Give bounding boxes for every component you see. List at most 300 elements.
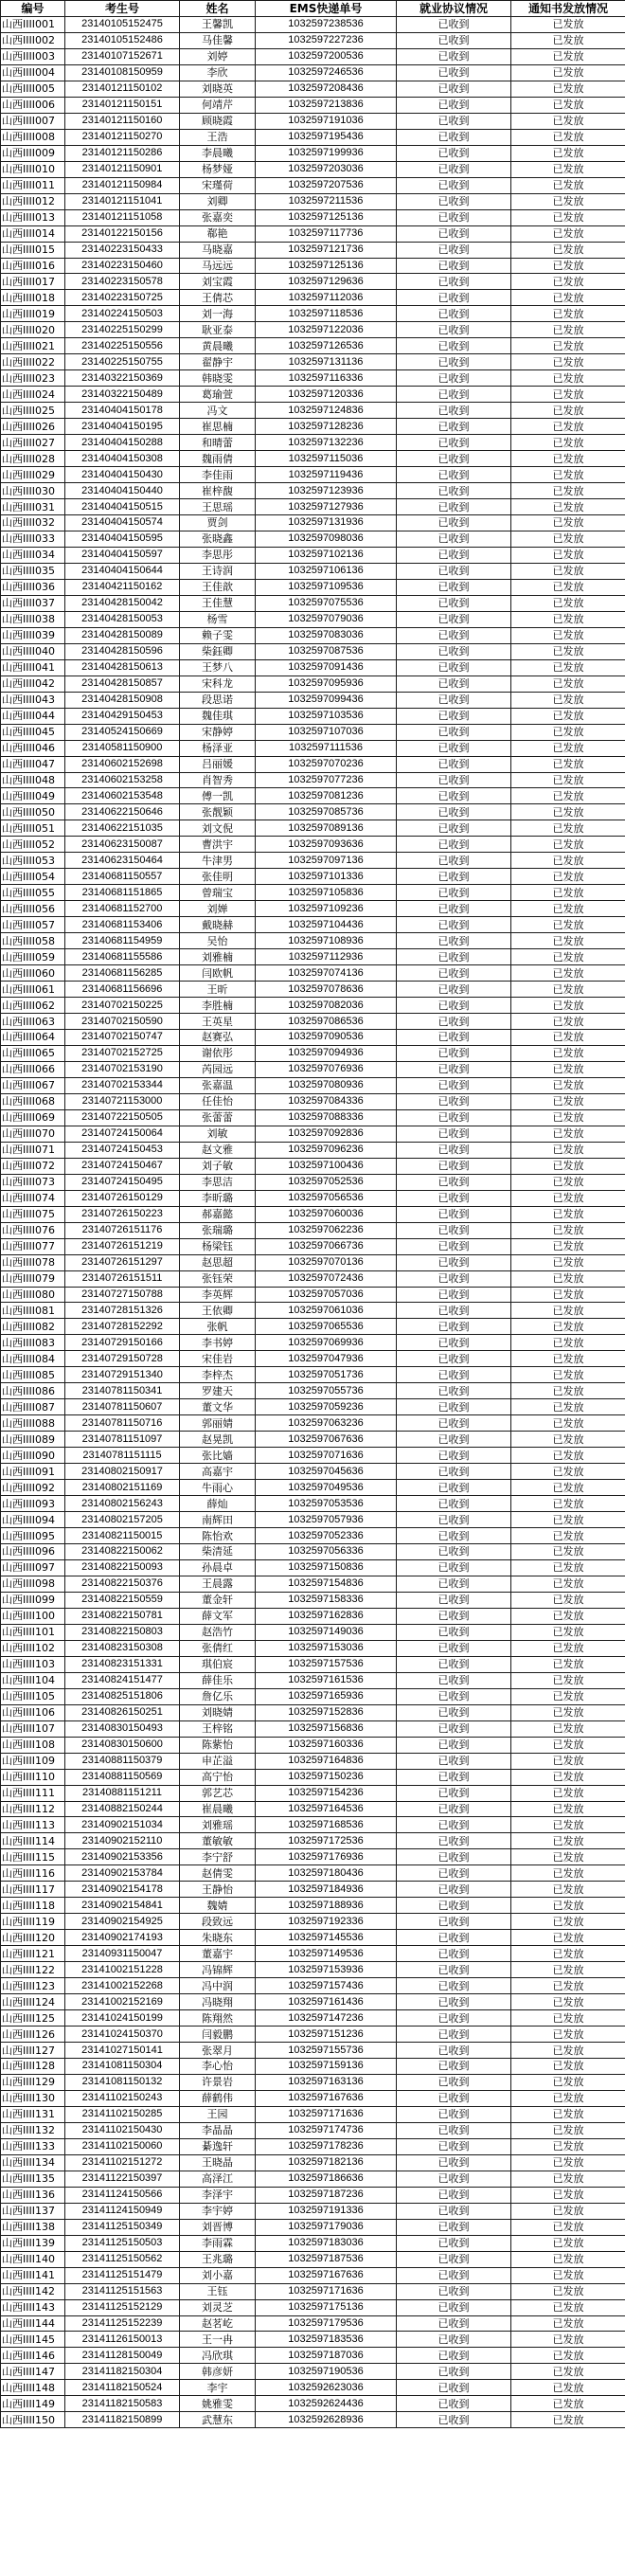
row-name: 王一冉 — [180, 2332, 256, 2348]
row-id: 山西IIII130 — [1, 2090, 65, 2106]
row-exam-number: 23140781150716 — [65, 1415, 180, 1432]
row-notice-status: 已发放 — [511, 2010, 625, 2027]
table-row — [1, 1464, 625, 1480]
row-name: 薛佳乐 — [180, 1672, 256, 1688]
row-exam-number: 23141128150049 — [65, 2348, 180, 2364]
row-ems-number: 1032597108936 — [256, 933, 397, 949]
row-agreement-status: 已收到 — [397, 1190, 511, 1206]
row-id: 山西IIII041 — [1, 659, 65, 676]
row-id: 山西IIII119 — [1, 1914, 65, 1930]
table-row — [1, 1769, 625, 1785]
row-notice-status: 已发放 — [511, 467, 625, 483]
row-exam-number: 23140622150646 — [65, 804, 180, 820]
row-id: 山西IIII031 — [1, 499, 65, 515]
table-row — [1, 1383, 625, 1399]
table-row — [1, 2251, 625, 2267]
row-exam-number: 23140428150042 — [65, 595, 180, 611]
row-ems-number: 1032597183036 — [256, 2235, 397, 2251]
row-id: 山西IIII050 — [1, 804, 65, 820]
row-agreement-status: 已收到 — [397, 1109, 511, 1126]
row-notice-status: 已发放 — [511, 2396, 625, 2412]
row-exam-number: 23140781150607 — [65, 1399, 180, 1415]
row-name: 赖子雯 — [180, 627, 256, 643]
row-exam-number: 23140224150503 — [65, 306, 180, 322]
row-exam-number: 23140681156285 — [65, 965, 180, 982]
row-agreement-status: 已收到 — [397, 403, 511, 419]
row-name: 翟静宇 — [180, 354, 256, 370]
row-notice-status: 已发放 — [511, 145, 625, 161]
row-notice-status: 已发放 — [511, 1849, 625, 1865]
row-exam-number: 23141182150583 — [65, 2396, 180, 2412]
row-id: 山西IIII030 — [1, 483, 65, 499]
row-name: 李宁舒 — [180, 1849, 256, 1865]
row-agreement-status: 已收到 — [397, 483, 511, 499]
row-notice-status: 已发放 — [511, 97, 625, 113]
row-notice-status: 已发放 — [511, 1608, 625, 1624]
row-name: 任佳怡 — [180, 1093, 256, 1109]
row-notice-status: 已发放 — [511, 2251, 625, 2267]
row-agreement-status: 已收到 — [397, 113, 511, 129]
row-exam-number: 23140702150225 — [65, 998, 180, 1014]
row-ems-number: 1032597179036 — [256, 2219, 397, 2235]
row-ems-number: 1032597176936 — [256, 1849, 397, 1865]
row-name: 詹亿乐 — [180, 1688, 256, 1704]
row-notice-status: 已发放 — [511, 16, 625, 32]
row-exam-number: 23140404150288 — [65, 435, 180, 451]
row-exam-number: 23140121150102 — [65, 81, 180, 97]
row-agreement-status: 已收到 — [397, 1335, 511, 1351]
row-id: 山西IIII038 — [1, 611, 65, 627]
row-agreement-status: 已收到 — [397, 2090, 511, 2106]
row-id: 山西IIII021 — [1, 338, 65, 354]
row-ems-number: 1032597056536 — [256, 1190, 397, 1206]
row-exam-number: 23140681152700 — [65, 901, 180, 917]
row-notice-status: 已发放 — [511, 692, 625, 708]
row-exam-number: 23140122150156 — [65, 225, 180, 242]
row-id: 山西IIII006 — [1, 97, 65, 113]
row-id: 山西IIII053 — [1, 853, 65, 869]
row-id: 山西IIII115 — [1, 1849, 65, 1865]
row-name: 王诗润 — [180, 563, 256, 579]
row-name: 赵晃凯 — [180, 1432, 256, 1448]
row-ems-number: 1032597115036 — [256, 451, 397, 467]
row-id: 山西IIII072 — [1, 1158, 65, 1174]
table-row — [1, 853, 625, 869]
row-id: 山西IIII099 — [1, 1592, 65, 1608]
table-row — [1, 1640, 625, 1656]
row-ems-number: 1032597246536 — [256, 64, 397, 81]
row-notice-status: 已发放 — [511, 579, 625, 595]
row-notice-status: 已发放 — [511, 1077, 625, 1093]
row-ems-number: 1032597056336 — [256, 1544, 397, 1560]
row-agreement-status: 已收到 — [397, 2283, 511, 2299]
table-row — [1, 1592, 625, 1608]
row-ems-number: 1032597090536 — [256, 1030, 397, 1046]
row-agreement-status: 已收到 — [397, 16, 511, 32]
table-row — [1, 692, 625, 708]
row-exam-number: 23141081150132 — [65, 2074, 180, 2090]
row-name: 王晓晶 — [180, 2154, 256, 2171]
row-ems-number: 1032597149536 — [256, 1946, 397, 1962]
row-notice-status: 已发放 — [511, 804, 625, 820]
table-row — [1, 354, 625, 370]
row-ems-number: 1032597124836 — [256, 403, 397, 419]
row-name: 刘雅瑶 — [180, 1817, 256, 1833]
row-notice-status: 已发放 — [511, 595, 625, 611]
row-id: 山西IIII124 — [1, 1994, 65, 2010]
row-exam-number: 23140404150308 — [65, 451, 180, 467]
row-id: 山西IIII075 — [1, 1206, 65, 1222]
row-ems-number: 1032597165936 — [256, 1688, 397, 1704]
table-row — [1, 274, 625, 290]
row-id: 山西IIII139 — [1, 2235, 65, 2251]
row-ems-number: 1032597112936 — [256, 949, 397, 965]
row-exam-number: 23140824151477 — [65, 1672, 180, 1688]
row-ems-number: 1032597132236 — [256, 435, 397, 451]
row-notice-status: 已发放 — [511, 788, 625, 804]
table-row — [1, 1576, 625, 1592]
row-id: 山西IIII054 — [1, 869, 65, 885]
row-notice-status: 已发放 — [511, 515, 625, 531]
row-exam-number: 23140404150195 — [65, 419, 180, 435]
row-id: 山西IIII055 — [1, 885, 65, 901]
row-exam-number: 23140225150299 — [65, 322, 180, 338]
row-id: 山西IIII076 — [1, 1222, 65, 1238]
row-exam-number: 23140223150460 — [65, 258, 180, 274]
row-agreement-status: 已收到 — [397, 2138, 511, 2154]
row-notice-status: 已发放 — [511, 1126, 625, 1142]
table-row — [1, 467, 625, 483]
row-id: 山西IIII144 — [1, 2315, 65, 2332]
row-exam-number: 23140902154841 — [65, 1898, 180, 1914]
row-id: 山西IIII035 — [1, 563, 65, 579]
table-row — [1, 1559, 625, 1576]
table-row — [1, 1045, 625, 1061]
row-name: 韩彦妍 — [180, 2364, 256, 2380]
row-agreement-status: 已收到 — [397, 1898, 511, 1914]
row-agreement-status: 已收到 — [397, 1206, 511, 1222]
row-id: 山西IIII007 — [1, 113, 65, 129]
row-ems-number: 1032597111536 — [256, 740, 397, 756]
row-id: 山西IIII078 — [1, 1254, 65, 1270]
row-exam-number: 23140830150600 — [65, 1737, 180, 1753]
table-row — [1, 1415, 625, 1432]
row-exam-number: 23140105152475 — [65, 16, 180, 32]
row-id: 山西IIII018 — [1, 290, 65, 306]
row-exam-number: 23140681155586 — [65, 949, 180, 965]
table-row — [1, 1448, 625, 1464]
row-name: 葛瑜萱 — [180, 387, 256, 403]
row-agreement-status: 已收到 — [397, 2251, 511, 2267]
table-row — [1, 129, 625, 145]
row-agreement-status: 已收到 — [397, 788, 511, 804]
row-agreement-status: 已收到 — [397, 1962, 511, 1978]
row-ems-number: 1032597207536 — [256, 177, 397, 193]
row-notice-status: 已发放 — [511, 1287, 625, 1303]
row-agreement-status: 已收到 — [397, 756, 511, 772]
row-notice-status: 已发放 — [511, 1930, 625, 1946]
row-exam-number: 23140524150669 — [65, 724, 180, 740]
row-agreement-status: 已收到 — [397, 1367, 511, 1383]
row-ems-number: 1032597049536 — [256, 1480, 397, 1496]
row-exam-number: 23140882150244 — [65, 1801, 180, 1817]
row-name: 朱晓东 — [180, 1930, 256, 1946]
row-notice-status: 已发放 — [511, 1254, 625, 1270]
row-exam-number: 23141102151272 — [65, 2154, 180, 2171]
table-row — [1, 2074, 625, 2090]
row-name: 李思洁 — [180, 1174, 256, 1190]
row-name: 薛文军 — [180, 1608, 256, 1624]
table-row — [1, 403, 625, 419]
row-ems-number: 1032597126536 — [256, 338, 397, 354]
row-name: 王佳慧 — [180, 595, 256, 611]
row-notice-status: 已发放 — [511, 1238, 625, 1254]
row-agreement-status: 已收到 — [397, 1882, 511, 1898]
row-ems-number: 1032597116336 — [256, 370, 397, 387]
row-exam-number: 23140802157205 — [65, 1512, 180, 1528]
row-ems-number: 1032597192336 — [256, 1914, 397, 1930]
row-notice-status: 已发放 — [511, 1222, 625, 1238]
row-agreement-status: 已收到 — [397, 1608, 511, 1624]
row-id: 山西IIII101 — [1, 1624, 65, 1640]
row-id: 山西IIII049 — [1, 788, 65, 804]
row-notice-status: 已发放 — [511, 1576, 625, 1592]
header-agreement-status: 就业协议情况 — [397, 1, 511, 17]
row-id: 山西IIII136 — [1, 2187, 65, 2203]
row-notice-status: 已发放 — [511, 2380, 625, 2396]
table-row — [1, 1528, 625, 1544]
row-name: 段思诺 — [180, 692, 256, 708]
row-ems-number: 1032597052536 — [256, 1174, 397, 1190]
row-id: 山西IIII010 — [1, 161, 65, 177]
row-name: 李胜楠 — [180, 998, 256, 1014]
row-agreement-status: 已收到 — [397, 1351, 511, 1367]
row-agreement-status: 已收到 — [397, 242, 511, 258]
row-ems-number: 1032597129636 — [256, 274, 397, 290]
row-name: 李宇婷 — [180, 2203, 256, 2219]
row-id: 山西IIII096 — [1, 1544, 65, 1560]
row-id: 山西IIII029 — [1, 467, 65, 483]
row-exam-number: 23140826150251 — [65, 1704, 180, 1720]
row-exam-number: 23140830150493 — [65, 1720, 180, 1737]
row-exam-number: 23141122150397 — [65, 2171, 180, 2187]
table-row — [1, 1351, 625, 1367]
table-row — [1, 933, 625, 949]
row-exam-number: 23140223150578 — [65, 274, 180, 290]
row-agreement-status: 已收到 — [397, 1448, 511, 1464]
row-notice-status: 已发放 — [511, 403, 625, 419]
row-notice-status: 已发放 — [511, 1061, 625, 1077]
table-row — [1, 1656, 625, 1672]
row-ems-number: 1032597152836 — [256, 1704, 397, 1720]
row-exam-number: 23140623150087 — [65, 837, 180, 853]
row-notice-status: 已发放 — [511, 611, 625, 627]
row-name: 王静怡 — [180, 1882, 256, 1898]
row-name: 张翠月 — [180, 2043, 256, 2059]
table-row — [1, 1480, 625, 1496]
row-ems-number: 1032597094936 — [256, 1045, 397, 1061]
row-name: 王晨露 — [180, 1576, 256, 1592]
row-name: 王园 — [180, 2106, 256, 2122]
table-row — [1, 177, 625, 193]
row-name: 赵倩雯 — [180, 1865, 256, 1882]
table-row — [1, 595, 625, 611]
row-agreement-status: 已收到 — [397, 2364, 511, 2380]
row-id: 山西IIII066 — [1, 1061, 65, 1077]
row-exam-number: 23140121150984 — [65, 177, 180, 193]
row-id: 山西IIII097 — [1, 1559, 65, 1576]
table-row — [1, 1093, 625, 1109]
row-name: 柴清延 — [180, 1544, 256, 1560]
row-id: 山西IIII013 — [1, 209, 65, 225]
row-notice-status: 已发放 — [511, 499, 625, 515]
row-exam-number: 23140121150286 — [65, 145, 180, 161]
row-agreement-status: 已收到 — [397, 1270, 511, 1287]
row-id: 山西IIII027 — [1, 435, 65, 451]
row-agreement-status: 已收到 — [397, 499, 511, 515]
row-agreement-status: 已收到 — [397, 2332, 511, 2348]
row-ems-number: 1032597145536 — [256, 1930, 397, 1946]
row-ems-number: 1032597109236 — [256, 901, 397, 917]
row-agreement-status: 已收到 — [397, 1688, 511, 1704]
row-ems-number: 1032597157536 — [256, 1656, 397, 1672]
row-ems-number: 1032597066736 — [256, 1238, 397, 1254]
table-row — [1, 2122, 625, 2138]
row-notice-status: 已发放 — [511, 2122, 625, 2138]
row-id: 山西IIII039 — [1, 627, 65, 643]
row-exam-number: 23141124150566 — [65, 2187, 180, 2203]
row-id: 山西IIII012 — [1, 193, 65, 209]
row-notice-status: 已发放 — [511, 756, 625, 772]
row-exam-number: 23140726151219 — [65, 1238, 180, 1254]
row-id: 山西IIII005 — [1, 81, 65, 97]
row-agreement-status: 已收到 — [397, 2074, 511, 2090]
row-ems-number: 1032597167636 — [256, 2267, 397, 2283]
row-notice-status: 已发放 — [511, 563, 625, 579]
row-id: 山西IIII116 — [1, 1865, 65, 1882]
row-ems-number: 1032597100436 — [256, 1158, 397, 1174]
row-id: 山西IIII086 — [1, 1383, 65, 1399]
row-id: 山西IIII149 — [1, 2396, 65, 2412]
row-ems-number: 1032597161436 — [256, 1994, 397, 2010]
row-exam-number: 23140724150064 — [65, 1126, 180, 1142]
row-notice-status: 已发放 — [511, 627, 625, 643]
row-name: 李梓杰 — [180, 1367, 256, 1383]
row-ems-number: 1032597227236 — [256, 32, 397, 48]
row-name: 郭丽婧 — [180, 1415, 256, 1432]
row-exam-number: 23141024150370 — [65, 2027, 180, 2043]
row-notice-status: 已发放 — [511, 435, 625, 451]
row-notice-status: 已发放 — [511, 1351, 625, 1367]
row-name: 张嘉奕 — [180, 209, 256, 225]
row-ems-number: 1032597077236 — [256, 772, 397, 788]
row-name: 宋佳岩 — [180, 1351, 256, 1367]
row-notice-status: 已发放 — [511, 306, 625, 322]
row-exam-number: 23141125151563 — [65, 2283, 180, 2299]
table-row — [1, 81, 625, 97]
row-agreement-status: 已收到 — [397, 419, 511, 435]
row-agreement-status: 已收到 — [397, 1045, 511, 1061]
row-exam-number: 23140781150341 — [65, 1383, 180, 1399]
row-ems-number: 1032597182136 — [256, 2154, 397, 2171]
row-notice-status: 已发放 — [511, 1335, 625, 1351]
row-id: 山西IIII090 — [1, 1448, 65, 1464]
table-row — [1, 2332, 625, 2348]
table-row — [1, 499, 625, 515]
row-ems-number: 1032597088336 — [256, 1109, 397, 1126]
row-agreement-status: 已收到 — [397, 2267, 511, 2283]
table-row — [1, 724, 625, 740]
row-name: 张倩红 — [180, 1640, 256, 1656]
row-ems-number: 1032597079036 — [256, 611, 397, 627]
row-name: 宋静婷 — [180, 724, 256, 740]
row-name: 杨梦娅 — [180, 161, 256, 177]
row-ems-number: 1032597203036 — [256, 161, 397, 177]
row-name: 芮园远 — [180, 1061, 256, 1077]
row-ems-number: 1032597067636 — [256, 1432, 397, 1448]
table-row — [1, 1367, 625, 1383]
row-notice-status: 已发放 — [511, 2043, 625, 2059]
row-notice-status: 已发放 — [511, 1865, 625, 1882]
row-exam-number: 23141002152169 — [65, 1994, 180, 2010]
row-notice-status: 已发放 — [511, 193, 625, 209]
row-notice-status: 已发放 — [511, 1801, 625, 1817]
row-ems-number: 1032597070136 — [256, 1254, 397, 1270]
row-name: 高宁怡 — [180, 1769, 256, 1785]
row-ems-number: 1032597175136 — [256, 2299, 397, 2315]
row-exam-number: 23140681156696 — [65, 982, 180, 998]
row-agreement-status: 已收到 — [397, 643, 511, 659]
table-row — [1, 1109, 625, 1126]
row-notice-status: 已发放 — [511, 1158, 625, 1174]
row-exam-number: 23141002152268 — [65, 1978, 180, 1994]
row-exam-number: 23141124150949 — [65, 2203, 180, 2219]
table-row — [1, 917, 625, 933]
row-id: 山西IIII112 — [1, 1801, 65, 1817]
row-ems-number: 1032597190536 — [256, 2364, 397, 2380]
row-agreement-status: 已收到 — [397, 901, 511, 917]
row-name: 张靓颖 — [180, 804, 256, 820]
row-notice-status: 已发放 — [511, 1190, 625, 1206]
row-name: 黄晨曦 — [180, 338, 256, 354]
table-row — [1, 740, 625, 756]
row-id: 山西IIII142 — [1, 2283, 65, 2299]
row-notice-status: 已发放 — [511, 1480, 625, 1496]
row-ems-number: 1032597238536 — [256, 16, 397, 32]
row-agreement-status: 已收到 — [397, 1061, 511, 1077]
row-notice-status: 已发放 — [511, 1785, 625, 1801]
row-exam-number: 23140726151176 — [65, 1222, 180, 1238]
row-exam-number: 23140902154925 — [65, 1914, 180, 1930]
table-row — [1, 2364, 625, 2380]
row-id: 山西IIII105 — [1, 1688, 65, 1704]
row-notice-status: 已发放 — [511, 901, 625, 917]
row-ems-number: 1032597063236 — [256, 1415, 397, 1432]
row-agreement-status: 已收到 — [397, 1624, 511, 1640]
row-name: 冯文 — [180, 403, 256, 419]
table-row — [1, 531, 625, 547]
row-agreement-status: 已收到 — [397, 1849, 511, 1865]
table-row — [1, 820, 625, 837]
row-agreement-status: 已收到 — [397, 2106, 511, 2122]
row-exam-number: 23140702152725 — [65, 1045, 180, 1061]
table-row — [1, 435, 625, 451]
row-exam-number: 23140726151511 — [65, 1270, 180, 1287]
table-row — [1, 579, 625, 595]
row-agreement-status: 已收到 — [397, 659, 511, 676]
table-row — [1, 145, 625, 161]
row-agreement-status: 已收到 — [397, 370, 511, 387]
